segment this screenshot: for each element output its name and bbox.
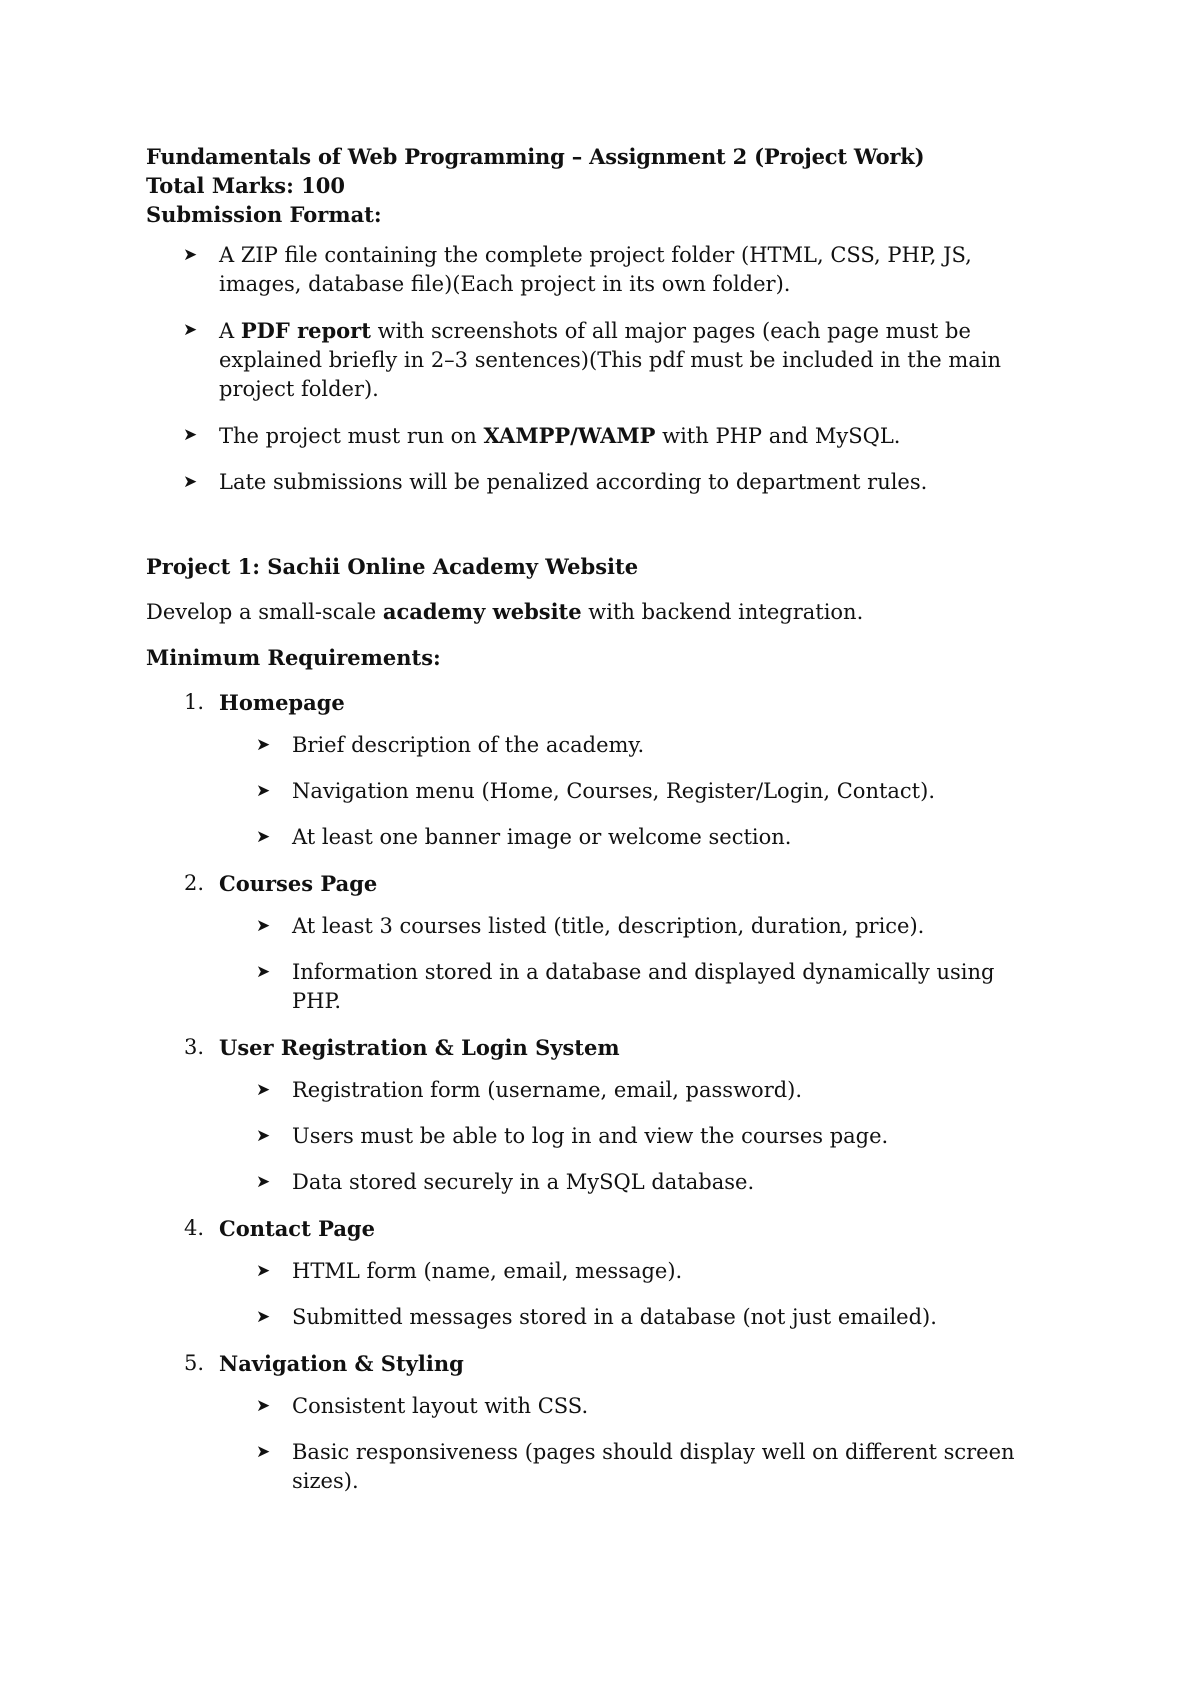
requirement-title: Courses Page [219, 871, 378, 896]
arrow-bullet-icon: ➤ [256, 1126, 271, 1146]
requirements-list [146, 688, 1046, 1496]
list-item [146, 421, 1046, 451]
requirement-title: User Registration & Login System [219, 1035, 620, 1060]
arrow-bullet-icon: ➤ [256, 1396, 271, 1416]
requirement-number: 3. [184, 1035, 205, 1059]
requirement-title: Homepage [219, 690, 345, 715]
submission-item-text: The project must run on [219, 424, 484, 448]
arrow-bullet-icon: ➤ [256, 1080, 271, 1100]
requirement-registration-login [146, 1033, 1046, 1197]
list-item: ➤ Basic responsiveness (pages should display well on different screen sizes). [256, 1440, 1015, 1493]
requirement-number: 5. [184, 1351, 205, 1375]
arrow-bullet-icon: ➤ [183, 245, 198, 265]
list-item: ➤ Registration form (username, email, password). [146, 1076, 1046, 1105]
list-item: ➤ HTML form (name, email, message). [146, 1257, 1046, 1286]
requirement-title: Navigation & Styling [219, 1351, 464, 1376]
arrow-bullet-icon: ➤ [256, 1442, 271, 1462]
total-marks: Total Marks: 100 [146, 173, 346, 198]
submission-format-label: Submission Format: [146, 202, 382, 227]
document-page [146, 142, 1046, 1513]
arrow-bullet-icon: ➤ [256, 916, 271, 936]
submission-item-text: with PHP and MySQL. [655, 424, 901, 448]
arrow-bullet-icon: ➤ [256, 1261, 271, 1281]
project-title: Project 1: Sachii Online Academy Website [146, 554, 639, 579]
submission-item-text: A [219, 319, 241, 343]
submission-item-text: A ZIP file containing the complete project folder (HTML, CSS, PHP, JS, images, database file)(Each project in its own folder). [219, 243, 972, 296]
list-item [146, 241, 1046, 299]
submission-list [146, 241, 1046, 497]
arrow-bullet-icon: ➤ [256, 962, 271, 982]
submission-item-bold: PDF report [240, 318, 371, 343]
requirement-contact-page [146, 1214, 1046, 1332]
arrow-bullet-icon: ➤ [183, 320, 198, 340]
list-item: ➤ Consistent layout with CSS. [146, 1392, 1046, 1421]
list-item: ➤ Information stored in a database and displayed dynamically using PHP. [256, 960, 995, 1013]
arrow-bullet-icon: ➤ [183, 425, 198, 445]
requirement-navigation-styling [146, 1349, 1046, 1496]
document-title: Fundamentals of Web Programming – Assignment 2 (Project Work) [146, 144, 925, 169]
arrow-bullet-icon: ➤ [256, 781, 271, 801]
requirement-homepage [146, 688, 1046, 852]
requirement-title: Contact Page [219, 1216, 375, 1241]
arrow-bullet-icon: ➤ [183, 472, 198, 492]
submission-item-text: Late submissions will be penalized according to department rules. [219, 470, 928, 494]
list-item: ➤ Brief description of the academy. [146, 731, 1046, 760]
list-item: ➤ Data stored securely in a MySQL database. [146, 1168, 1046, 1197]
requirement-number: 4. [184, 1216, 205, 1240]
arrow-bullet-icon: ➤ [256, 827, 271, 847]
submission-item-text: with screenshots of all major pages (each page must be explained briefly in 2–3 sentences)(This pdf must be included in the main project folder). [219, 319, 1001, 401]
requirement-courses-page [146, 869, 1046, 1016]
arrow-bullet-icon: ➤ [256, 1172, 271, 1192]
requirement-number: 1. [184, 690, 205, 714]
requirement-number: 2. [184, 871, 205, 895]
list-item [146, 468, 1046, 497]
list-item: ➤ Navigation menu (Home, Courses, Register/Login, Contact). [146, 777, 1046, 806]
list-item [146, 316, 1046, 404]
list-item: ➤ Submitted messages stored in a database (not just emailed). [146, 1303, 1046, 1332]
arrow-bullet-icon: ➤ [256, 735, 271, 755]
list-item: ➤ At least 3 courses listed (title, description, duration, price). [146, 912, 1046, 941]
list-item: ➤ Users must be able to log in and view the courses page. [146, 1122, 1046, 1151]
list-item: ➤ At least one banner image or welcome section. [146, 823, 1046, 852]
project-description: Develop a small-scale academy website with backend integration. [146, 599, 864, 624]
minimum-requirements-label: Minimum Requirements: [146, 645, 441, 670]
arrow-bullet-icon: ➤ [256, 1307, 271, 1327]
submission-item-bold: XAMPP/WAMP [483, 423, 656, 448]
